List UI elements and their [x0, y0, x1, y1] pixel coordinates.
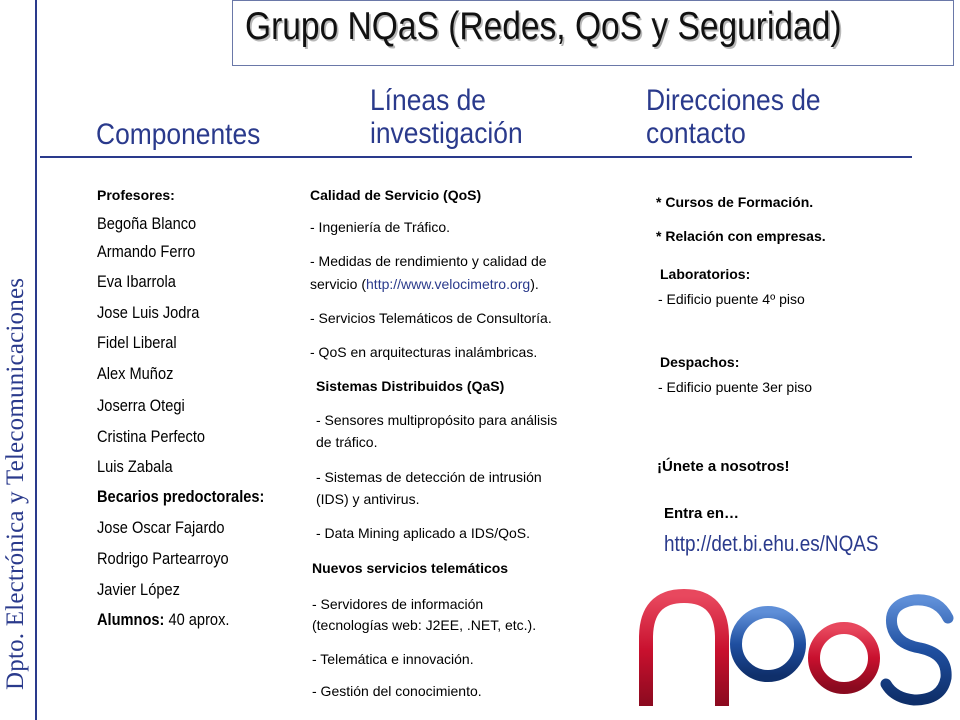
qos-title: Calidad de Servicio (QoS): [310, 187, 482, 203]
despachos-label: Despachos:: [660, 354, 740, 370]
becario-item: Rodrigo Partearroyo: [97, 549, 229, 568]
qas-item-cont: de tráfico.: [316, 434, 378, 450]
profesor-item: Begoña Blanco: [97, 214, 197, 233]
profesor-item: Jose Luis Jodra: [97, 303, 200, 322]
side-divider: [35, 0, 37, 720]
qos-item-text: servicio (: [310, 276, 367, 292]
nst-item: - Gestión del conocimiento.: [312, 683, 482, 699]
cursos-item: * Cursos de Formación.: [656, 194, 814, 210]
header-direcciones-line2: contacto: [646, 117, 746, 150]
nst-item-cont: (tecnologías web: J2EE, .NET, etc.).: [312, 617, 537, 633]
qos-item-cont: [310, 276, 539, 292]
becario-item: Jose Oscar Fajardo: [97, 518, 225, 537]
logo-letter-s: [886, 600, 948, 700]
header-lineas-line1: Líneas de: [370, 84, 486, 117]
page-title: Grupo NQaS (Redes, QoS y Seguridad): [245, 5, 842, 48]
header-rule: [40, 156, 912, 158]
becarios-label: Becarios predoctorales:: [97, 487, 265, 506]
qos-item: - Medidas de rendimiento y calidad de: [310, 253, 547, 269]
nst-item: - Servidores de información: [312, 596, 484, 612]
header-direcciones-line1: Direcciones de: [646, 84, 821, 117]
relacion-item: * Relación con empresas.: [656, 228, 826, 244]
despachos-value: - Edificio puente 3er piso: [658, 379, 813, 395]
logo-letter-n: [646, 596, 722, 706]
nst-item: - Telemática e innovación.: [312, 651, 474, 667]
nqas-logo: [636, 578, 956, 718]
qos-item-text: ).: [530, 276, 539, 292]
nqas-url-link[interactable]: http://det.bi.ehu.es/NQAS: [664, 531, 879, 556]
profesores-label: Profesores:: [97, 187, 175, 203]
nst-title: Nuevos servicios telemáticos: [312, 560, 509, 576]
alumnos-line: [97, 610, 229, 630]
alumnos-value: 40 aprox.: [164, 610, 230, 629]
header-componentes: Componentes: [96, 118, 261, 151]
logo-letter-q-bowl: [736, 612, 800, 676]
department-name: Dpto. Electrónica y Telecomunicaciones: [2, 277, 29, 690]
qos-item: - QoS en arquitecturas inalámbricas.: [310, 344, 538, 360]
profesor-item: Luis Zabala: [97, 457, 173, 476]
qas-item: - Data Mining aplicado a IDS/QoS.: [316, 525, 530, 541]
header-lineas-line2: investigación: [370, 117, 523, 150]
profesor-item: Armando Ferro: [97, 242, 196, 261]
unete-text: ¡Únete a nosotros!: [657, 458, 790, 475]
profesor-item: Fidel Liberal: [97, 333, 177, 352]
velocimetro-link[interactable]: http://www.velocimetro.org: [366, 276, 531, 292]
laboratorios-value: - Edificio puente 4º piso: [658, 291, 805, 307]
profesor-item: Alex Muñoz: [97, 364, 174, 383]
qas-item: - Sistemas de detección de intrusión: [316, 469, 542, 485]
qos-item: - Servicios Telemáticos de Consultoría.: [310, 310, 552, 326]
laboratorios-label: Laboratorios:: [660, 266, 751, 282]
profesor-item: Eva Ibarrola: [97, 272, 176, 291]
qos-item: - Ingeniería de Tráfico.: [310, 219, 451, 235]
title-box: [232, 0, 954, 66]
profesor-item: Joserra Otegi: [97, 396, 185, 415]
profesor-item: Cristina Perfecto: [97, 427, 206, 446]
alumnos-label: Alumnos:: [97, 610, 165, 629]
entra-text: Entra en…: [664, 505, 740, 522]
qas-item: - Sensores multipropósito para análisis: [316, 412, 558, 428]
qas-title: Sistemas Distribuidos (QaS): [316, 378, 505, 394]
logo-letter-a-bowl: [814, 628, 874, 688]
becario-item: Javier López: [97, 580, 180, 599]
qas-item-cont: (IDS) y antivirus.: [316, 491, 420, 507]
